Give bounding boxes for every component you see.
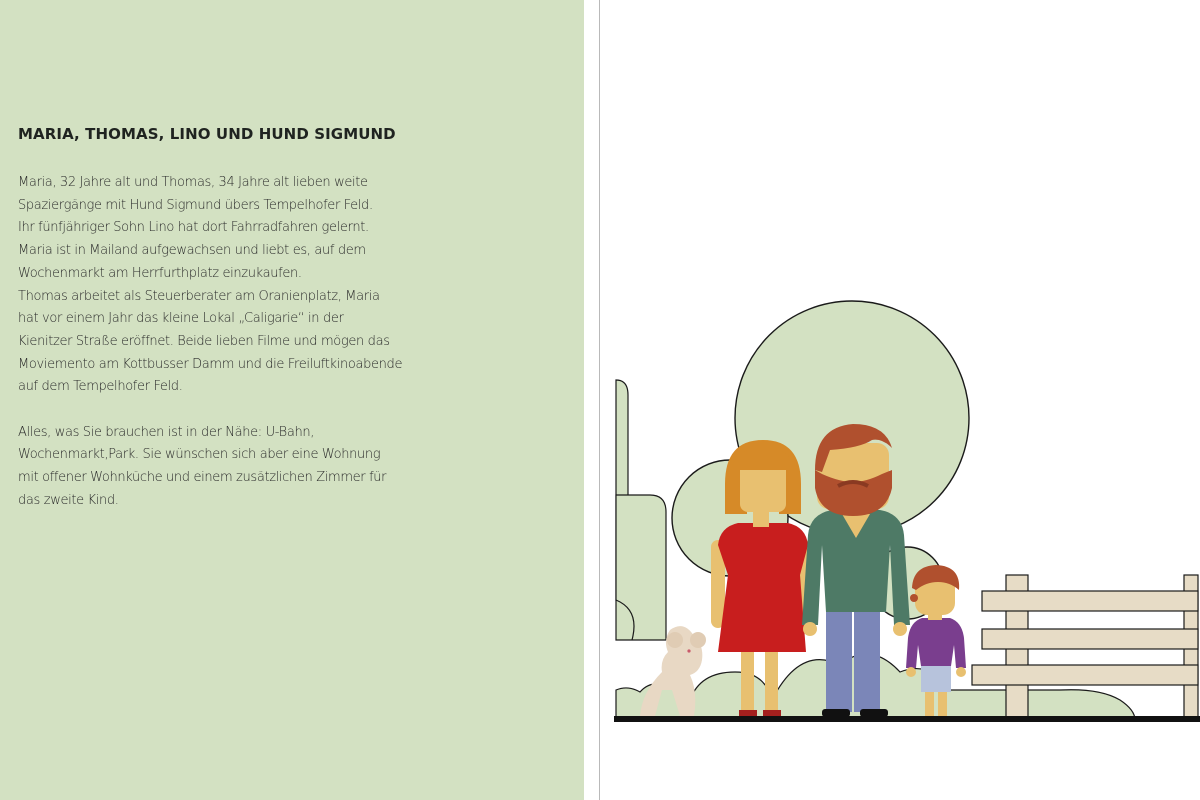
paragraph-line: Wochenmarkt am Herrfurthplatz einzukaufen.: [18, 265, 302, 281]
ground-line: [614, 716, 1200, 722]
paragraph-line: das zweite Kind.: [18, 492, 119, 508]
paragraph-line: Wochenmarkt,Park. Sie wünschen sich aber eine Wohnung: [18, 447, 381, 463]
paragraph-line: Maria, 32 Jahre alt und Thomas, 34 Jahre alt lieben weite: [18, 175, 368, 190]
paragraph-line: Alles, was Sie brauchen ist in der Nähe: U-Bahn,: [18, 424, 315, 440]
text-panel: [0, 0, 584, 800]
body-text: [18, 172, 418, 513]
hedge-icon: [616, 380, 666, 640]
paragraph-spacer: [18, 399, 418, 422]
family-park-illustration: [600, 0, 1200, 800]
paragraph-line: Thomas arbeitet als Steuerberater am Oranienplatz, Maria: [18, 288, 380, 304]
paragraph-line: Ihr fünfjähriger Sohn Lino hat dort Fahrradfahren gelernt.: [18, 220, 369, 236]
paragraph-line: auf dem Tempelhofer Feld.: [18, 379, 183, 395]
paragraph-line: hat vor einem Jahr das kleine Lokal „Caligarie“ in der: [18, 311, 344, 327]
paragraph-line: Kienitzer Straße eröffnet. Beide lieben Filme und mögen das: [18, 333, 390, 349]
page-title: MARIA, THOMAS, LINO UND HUND SIGMUND: [18, 125, 396, 143]
paragraph-line: Moviemento am Kottbusser Damm und die Freiluftkinoabende: [18, 356, 403, 372]
paragraph-line: mit offener Wohnküche und einem zusätzlichen Zimmer für: [18, 470, 387, 486]
paragraph-line: Spaziergänge mit Hund Sigmund übers Tempelhofer Feld.: [18, 197, 373, 213]
paragraph-line: Maria ist in Mailand aufgewachsen und liebt es, auf dem: [18, 243, 366, 259]
